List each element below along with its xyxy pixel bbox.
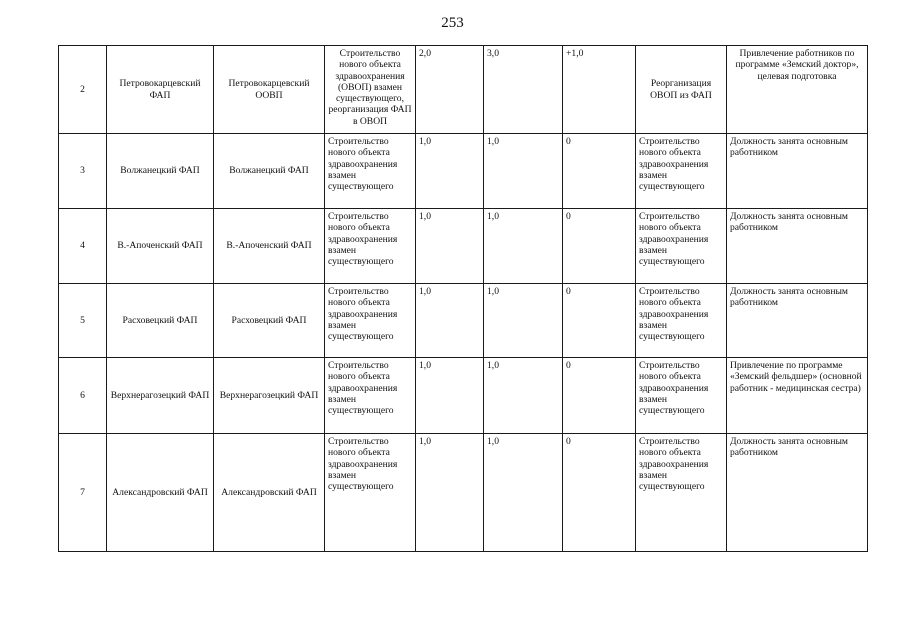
fap-name: Волжанецкий ФАП — [107, 134, 214, 209]
change-text: Строительство нового объекта здравоохранения взамен существующего — [636, 284, 727, 358]
fap-name: В.-Апоченский ФАП — [107, 209, 214, 284]
value-2: 1,0 — [484, 284, 563, 358]
facility-name: Верхнерагозецкий ФАП — [214, 358, 325, 434]
table-row — [59, 434, 868, 552]
facility-name: Волжанецкий ФАП — [214, 134, 325, 209]
facility-name: Петровокарцевский ООВП — [214, 46, 325, 134]
value-3: 0 — [563, 134, 636, 209]
staffing-text: Должность занята основным работником — [727, 434, 868, 552]
value-1: 1,0 — [416, 134, 484, 209]
change-text: Строительство нового объекта здравоохранения взамен существующего — [636, 358, 727, 434]
table-row — [59, 209, 868, 284]
value-3: 0 — [563, 434, 636, 552]
staffing-text: Привлечение по программе «Земский фельдшер» (основной работник - медицинская сестра) — [727, 358, 868, 434]
change-text: Строительство нового объекта здравоохранения взамен существующего — [636, 434, 727, 552]
row-number: 5 — [59, 284, 107, 358]
activity-text: Строительство нового объекта здравоохранения (ОВОП) взамен существующего, реорганизация ФАП в ОВОП — [325, 46, 416, 134]
staffing-text: Должность занята основным работником — [727, 209, 868, 284]
change-text: Реорганизация ОВОП из ФАП — [636, 46, 727, 134]
value-1: 1,0 — [416, 434, 484, 552]
fap-name: Верхнерагозецкий ФАП — [107, 358, 214, 434]
activity-text: Строительство нового объекта здравоохранения взамен существующего — [325, 209, 416, 284]
row-number: 2 — [59, 46, 107, 134]
value-3: 0 — [563, 284, 636, 358]
value-3: +1,0 — [563, 46, 636, 134]
value-1: 1,0 — [416, 209, 484, 284]
change-text: Строительство нового объекта здравоохранения взамен существующего — [636, 209, 727, 284]
value-2: 1,0 — [484, 134, 563, 209]
value-2: 1,0 — [484, 209, 563, 284]
change-text: Строительство нового объекта здравоохранения взамен существующего — [636, 134, 727, 209]
value-2: 1,0 — [484, 434, 563, 552]
fap-name: Александровский ФАП — [107, 434, 214, 552]
table-row — [59, 134, 868, 209]
facility-name: Александровский ФАП — [214, 434, 325, 552]
row-number: 6 — [59, 358, 107, 434]
value-1: 2,0 — [416, 46, 484, 134]
value-3: 0 — [563, 358, 636, 434]
value-2: 1,0 — [484, 358, 563, 434]
activity-text: Строительство нового объекта здравоохранения взамен существующего — [325, 434, 416, 552]
facility-name: Расховецкий ФАП — [214, 284, 325, 358]
row-number: 4 — [59, 209, 107, 284]
staffing-text: Должность занята основным работником — [727, 134, 868, 209]
table-row — [59, 358, 868, 434]
value-1: 1,0 — [416, 358, 484, 434]
staffing-text: Привлечение работников по программе «Земский доктор», целевая подготовка — [727, 46, 868, 134]
table-row — [59, 46, 868, 134]
facility-name: В.-Апоченский ФАП — [214, 209, 325, 284]
document-table — [58, 45, 868, 552]
fap-name: Петровокарцевский ФАП — [107, 46, 214, 134]
staffing-text: Должность занята основным работником — [727, 284, 868, 358]
row-number: 7 — [59, 434, 107, 552]
value-2: 3,0 — [484, 46, 563, 134]
page-number: 253 — [441, 15, 464, 31]
fap-name: Расховецкий ФАП — [107, 284, 214, 358]
table-row — [59, 284, 868, 358]
value-3: 0 — [563, 209, 636, 284]
activity-text: Строительство нового объекта здравоохранения взамен существующего — [325, 284, 416, 358]
row-number: 3 — [59, 134, 107, 209]
value-1: 1,0 — [416, 284, 484, 358]
activity-text: Строительство нового объекта здравоохранения взамен существующего — [325, 358, 416, 434]
activity-text: Строительство нового объекта здравоохранения взамен существующего — [325, 134, 416, 209]
